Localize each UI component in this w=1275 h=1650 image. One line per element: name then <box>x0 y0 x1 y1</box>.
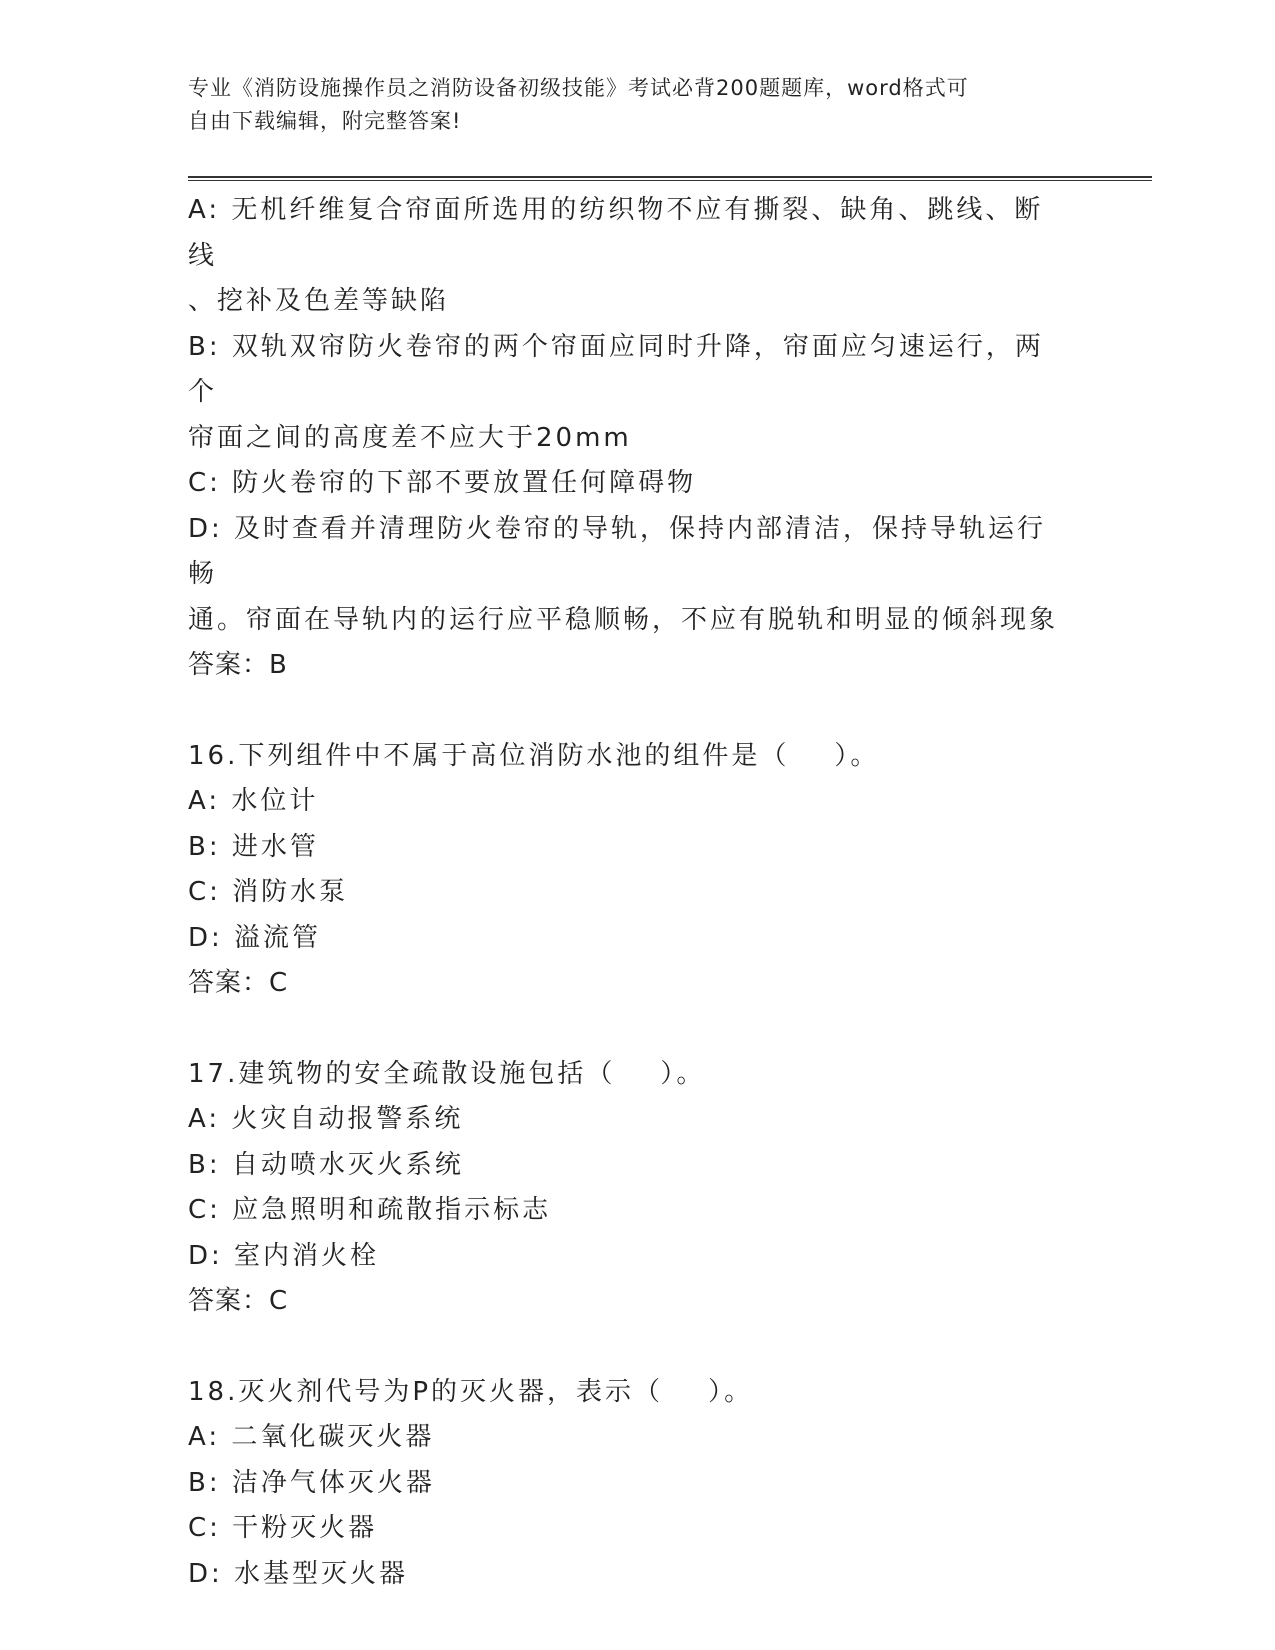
q16-answer: 答案：C <box>188 968 289 998</box>
q17-answer: 答案：C <box>188 1286 289 1316</box>
q17-option-b: B: 自动喷水灭火系统 <box>188 1149 464 1180</box>
question-16-block <box>188 734 1068 1007</box>
question-15-block <box>188 188 1068 689</box>
q16-option-a: A: 水位计 <box>188 786 319 816</box>
q15-option-a-line-2: 、挖补及色差等缺陷 <box>188 286 450 316</box>
q18-question: 18.灭火剂代号为P的灭火器，表示（ ）。 <box>188 1376 754 1407</box>
q17-option-c: C: 应急照明和疏散指示标志 <box>188 1195 552 1225</box>
q15-option-b-line-2: 帘面之间的高度差不应大于20mm <box>188 422 632 453</box>
q16-option-d: D: 溢流管 <box>188 922 322 953</box>
q17-question: 17.建筑物的安全疏散设施包括（ ）。 <box>188 1058 706 1089</box>
q16-option-c: C: 消防水泵 <box>188 877 349 907</box>
document-page <box>188 0 1152 1650</box>
spacer <box>188 1325 1068 1370</box>
q16-option-b: B: 进水管 <box>188 831 319 862</box>
q18-option-d: D: 水基型灭火器 <box>188 1558 409 1589</box>
q18-option-a: A: 二氧化碳灭火器 <box>188 1422 435 1452</box>
spacer <box>188 1007 1068 1052</box>
q18-option-b: B: 洁净气体灭火器 <box>188 1467 435 1498</box>
q15-option-d-line-1: D: 及时查看并清理防火卷帘的导轨，保持内部清洁，保持导轨运行畅 <box>188 513 1047 589</box>
header-title-line-1: 专业《消防设施操作员之消防设备初级技能》考试必背200题题库，word格式可 <box>188 76 969 100</box>
q15-answer: 答案：B <box>188 650 288 680</box>
q15-option-a-line-1: A: 无机纤维复合帘面所选用的纺织物不应有撕裂、缺角、跳线、断线 <box>188 195 1044 271</box>
header-title-line-2: 自由下载编辑，附完整答案! <box>188 109 462 133</box>
q17-option-a: A: 火灾自动报警系统 <box>188 1104 464 1134</box>
question-list <box>188 188 1068 1597</box>
q15-option-d-line-2: 通。帘面在导轨内的运行应平稳顺畅，不应有脱轨和明显的倾斜现象 <box>188 604 1059 635</box>
q15-option-c: C: 防火卷帘的下部不要放置任何障碍物 <box>188 468 697 498</box>
document-header <box>188 72 1068 138</box>
q17-option-d: D: 室内消火栓 <box>188 1240 380 1271</box>
q18-option-c: C: 干粉灭火器 <box>188 1513 378 1543</box>
question-17-block <box>188 1052 1068 1325</box>
q16-question: 16.下列组件中不属于高位消防水池的组件是（ ）。 <box>188 740 880 771</box>
q15-option-b-line-1: B: 双轨双帘防火卷帘的两个帘面应同时升降，帘面应匀速运行，两个 <box>188 331 1044 407</box>
question-18-block <box>188 1370 1068 1598</box>
spacer <box>188 689 1068 734</box>
header-divider <box>188 176 1152 181</box>
